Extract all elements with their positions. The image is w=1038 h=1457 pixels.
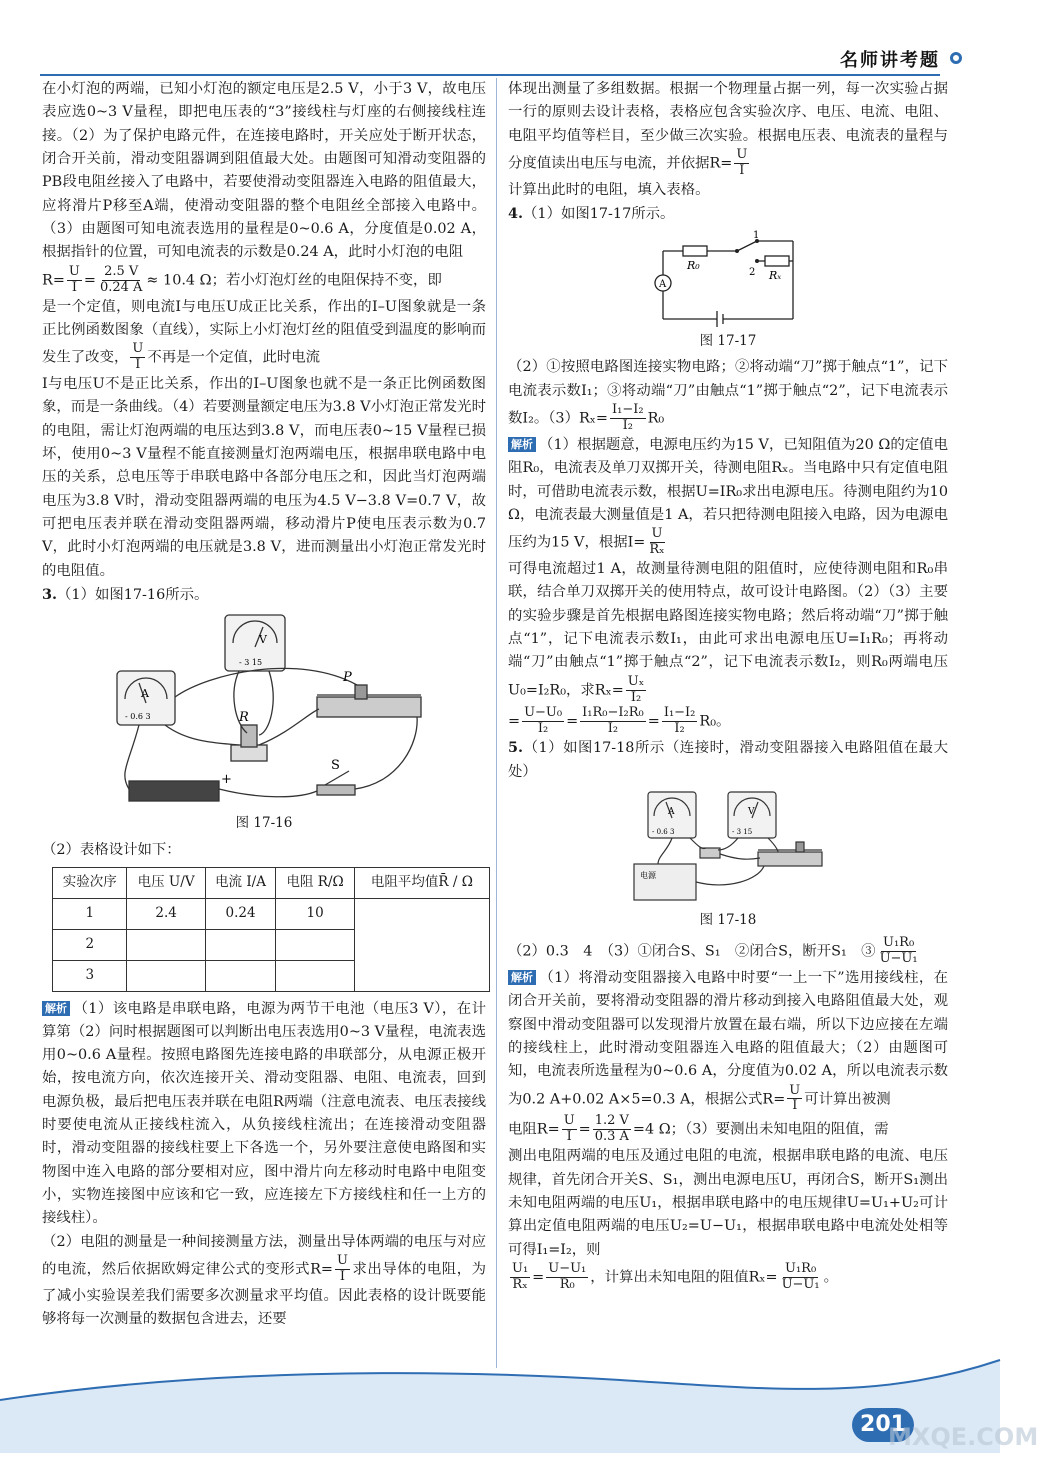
question-5-part-1 <box>508 736 948 784</box>
fraction <box>780 1262 822 1293</box>
text-run: （1）根据题意，电源电压约为15 V，已知阻值为20 Ω的定值电阻R₀，电流表及单刀双掷开关，待测电阻Rₓ。当电路中只有定值电阻时，可借助电流表示数，根据U=IR₀求出电源电压。待测电阻约为10 Ω，电流表最大测量值是1 A，若只把待测电阻接入电路，因为电源电压约为15 V，根据I= <box>508 436 948 551</box>
text-run: 电阻R= <box>508 1121 560 1138</box>
text-run: （1）将滑动变阻器接入电路中时要“一上一下”选用接线柱，在闭合开关前，要将滑动变阻器的滑片移动到接入电路阻值最大处，观察图中滑动变阻器可以发现滑片放置在最右端，所以下边应接在左端的接线柱上，此时滑动变阻器连入电路的阻值最大；（2）由题图可知，电流表所选量程为0~0.6 A，分度值为0.02 A，所以电流表示数为0.2 A+0.02 A×5=0.3 A，根据公式R= <box>508 969 948 1107</box>
text-run: R₀ <box>647 410 665 427</box>
figure-17-17-caption: 图 17-17 <box>699 332 757 349</box>
header-title: 名师讲考题 <box>840 50 940 71</box>
question-5-part-2 <box>508 936 948 967</box>
frac-numerator: U <box>336 1253 348 1269</box>
frac-numerator: I₁−I₂ <box>663 704 696 720</box>
column-divider <box>496 78 497 1368</box>
frac-denominator: I <box>339 1269 346 1285</box>
figure-17-16 <box>99 613 429 811</box>
left-paragraph-3: I与电压U不是正比关系，作出的I–U图象也就不是一条正比例函数图象，而是一条曲线。（4）若要测量额定电压为3.8 V小灯泡正常发光时的电阻，需让灯泡两端的电压达到3.8 V，而电压表0~15 V量程已损坏，使用0~3 V量程不能直接测量灯泡两端电压，根据串联电路中电压的关系，总电压等于串联电路中各部分电压之和，因此当灯泡两端电压为3.8 V时，滑动变阻器两端的电压为4.5 V−3.8 V=0.7 V，故可把电压表并联在滑动变阻器两端，移动滑片P使电压表示数为0.7 V，此时小灯泡两端的电压就是3.8 V，进而测量出小灯泡正常发光时的电阻值。 <box>42 376 486 579</box>
text-run: （1）如图17-17所示。 <box>523 206 675 223</box>
fig18-v-label: V <box>748 807 755 818</box>
left-equation-1 <box>42 265 486 296</box>
header-rule <box>40 74 940 76</box>
table-header-cell: 电阻平均值R̄ / Ω <box>354 867 489 898</box>
frac-numerator: U <box>736 146 748 162</box>
fraction <box>522 706 564 737</box>
frac-denominator: 0.24 A <box>99 279 143 295</box>
fraction-u-over-i <box>130 342 145 373</box>
analysis-tag: 解析 <box>42 1001 70 1016</box>
eq-tail: ≈ 10.4 Ω；若小灯泡灯丝的电阻保持不变，即 <box>146 272 442 289</box>
fraction-u-over-rx <box>647 527 666 558</box>
fraction-rx <box>610 403 646 434</box>
table-cell <box>276 960 355 991</box>
frac-denominator: I <box>135 357 141 373</box>
fraction <box>510 1262 530 1293</box>
question-4-part-2 <box>508 356 948 434</box>
table-cell: 0.24 <box>205 898 276 929</box>
text-run: （2）0.3 4 （3）①闭合S、S₁ ②闭合S，断开S₁ ③ <box>508 943 876 960</box>
table-header-row <box>53 867 490 898</box>
table-cell <box>276 929 355 960</box>
frac-denominator: 0.3 A <box>594 1129 629 1145</box>
table-cell: 3 <box>53 960 127 991</box>
figure-17-18-caption: 图 17-18 <box>699 912 757 929</box>
analysis-5-d: $\frac{\text{U₁}}{\text{Rₓ}}$ = $\frac{\text{U−U₁}}{\text{R₀}}$ ，计算出未知电阻的阻值Rₓ= $\frac{\text{U₁R₀}}{\text{U−U₁}}$ 。 <box>512 1260 838 1292</box>
question-number: 3. <box>42 585 58 603</box>
left-paragraph-1: 在小灯泡的两端，已知小灯泡的额定电压是2.5 V，小于3 V，故电压表应选0~3 V量程，即把电压表的“3”接线柱与灯座的右侧接线柱连接。（2）为了保护电路元件，在连接电路时，开关应处于断开状态，闭合开关前，滑动变阻器调到阻值最大处。由题图可知滑动变阻器的PB段电阻丝接入了电路中，若要使滑动变阻器连入电路的阻值最大，应将滑片P移至A端，使滑动变阻器的整个电阻丝全部接入电路中。（3）由题图可知电流表选用的量程是0~0.6 A，分度值是0.02 A，根据指针的位置，可知电流表的示数是0.24 A，此时小灯泡的电阻 <box>42 81 486 261</box>
frac-denominator: I₂ <box>630 689 642 705</box>
table-cell: 2 <box>53 929 127 960</box>
fraction-rx-result <box>878 936 920 967</box>
analysis-4-b <box>508 558 948 706</box>
analysis-5-b: 电阻R= $\frac{U}{I}$ = $\frac{1.2 V}{0.3 A}$ =4 Ω；（3）要测出未知电阻的阻值，需 <box>508 1113 889 1145</box>
frac-denominator: Rₓ <box>512 1276 528 1292</box>
question-3-part-2: （2）表格设计如下： <box>42 842 181 859</box>
table-cell <box>127 929 205 960</box>
figure-17-16-caption: 图 17-16 <box>235 815 293 832</box>
frac-numerator: U−U₀ <box>524 704 563 720</box>
table-cell <box>354 898 489 991</box>
analysis-3-part-2 <box>42 1231 486 1332</box>
frac-denominator: R₀ <box>559 1276 575 1292</box>
fraction <box>593 1114 631 1145</box>
fig16-p-label: P <box>343 670 352 686</box>
experiment-table <box>52 867 490 992</box>
frac-numerator: 1.2 V <box>594 1113 629 1129</box>
fig17-rx-label: Rₓ <box>769 268 782 282</box>
text-run: 体现出测量了多组数据。根据一个物理量占据一列，每一次实验占据一行的原则去设计表格，表格应包含实验次序、电压、电流、电阻、电阻平均值等栏目，至少做三次实验。根据电压表、电流表的量程与分度值读出电压与电流，并依据R= <box>508 81 948 172</box>
circuit-diagram <box>653 229 803 329</box>
text-run: （1）如图17-16所示。 <box>57 586 209 603</box>
frac-denominator: U−U₁ <box>781 1276 820 1292</box>
fraction-u-over-i <box>734 148 749 179</box>
frac-denominator: I <box>71 279 77 295</box>
fraction-ux-over-i2 <box>626 675 646 706</box>
frac-denominator: I₂ <box>674 720 685 736</box>
table-cell <box>205 929 276 960</box>
table-header-cell: 电流 I/A <box>205 867 276 898</box>
analysis-5 <box>508 967 948 1115</box>
eq-label: R= <box>42 272 65 289</box>
fig18-a-label: A <box>668 807 675 818</box>
fig18-a-scale: - 0.6 3 <box>652 828 675 837</box>
analysis-3-part-1 <box>42 998 486 1231</box>
fraction <box>546 1262 588 1293</box>
frac-numerator: U−U₁ <box>548 1260 587 1276</box>
circuit-photo-illustration <box>99 613 429 811</box>
fraction-values <box>98 265 144 296</box>
frac-denominator: I₂ <box>607 720 619 736</box>
fig16-v-scale: - 3 15 <box>239 658 263 668</box>
table-header-cell: 电压 U/V <box>127 867 205 898</box>
figure-17-18 <box>628 790 828 908</box>
table-cell <box>127 960 205 991</box>
question-number: 4. <box>508 205 524 223</box>
header-circle-icon <box>950 52 962 64</box>
text-run: （1）如图17-18所示（连接时，滑动变阻器接入电路阻值在最大处） <box>508 740 948 780</box>
right-column <box>508 78 948 1293</box>
frac-numerator: U₁R₀ <box>882 935 915 950</box>
text-run: R₀。 <box>699 713 731 730</box>
frac-numerator: U <box>789 1082 801 1098</box>
frac-numerator: U₁R₀ <box>784 1260 817 1276</box>
text-run: =4 Ω；（3）要测出未知电阻的阻值，需 <box>632 1121 889 1138</box>
fig17-switch-2-label: 2 <box>749 266 756 278</box>
page-number: 201 <box>852 1408 914 1442</box>
fraction-u-over-i <box>335 1254 350 1285</box>
analysis-tag: 解析 <box>508 970 536 985</box>
table-header-cell: 电阻 R/Ω <box>276 867 355 898</box>
frac-denominator: Rₓ <box>649 542 665 558</box>
fraction <box>562 1114 577 1145</box>
fig16-r-label: R <box>239 710 249 726</box>
fraction <box>580 706 646 737</box>
fraction-u-over-i <box>787 1084 802 1115</box>
fig16-a-label: A <box>141 687 149 701</box>
frac-numerator: U <box>651 526 663 542</box>
frac-numerator: U₁ <box>512 1260 529 1276</box>
frac-numerator: I₁R₀−I₂R₀ <box>582 704 644 720</box>
table-row <box>53 898 490 929</box>
question-4-part-1 <box>508 202 948 226</box>
frac-denominator: I <box>566 1129 572 1145</box>
fig17-r0-label: R₀ <box>687 258 700 272</box>
watermark: MXQE.COM <box>888 1423 1038 1451</box>
left-paragraph-2 <box>42 296 486 374</box>
eq-sign: = <box>508 713 521 730</box>
frac-numerator: U <box>68 263 80 279</box>
frac-numerator: U <box>563 1113 575 1129</box>
frac-numerator: I₁−I₂ <box>611 402 644 418</box>
text-run: （2）①按照电路图连接实物电路；②将动端“刀”掷于触点“1”，记下电流表示数I₁；③将动端“刀”由触点“1”掷于触点“2”，记下电流表示数I₂。（3）Rₓ= <box>508 359 948 427</box>
text-run: ，计算出未知电阻的阻值Rₓ= <box>590 1269 778 1286</box>
analysis-5-c: 测出电阻两端的电压及通过电阻的电流，根据串联电路的电流、电压规律，首先闭合开关S、S₁，测出电源电压U，再闭合S，断开S₁测出未知电阻两端的电压U₁，根据串联电路中的电压规律U=U₁+U₂可计算出定值电阻两端的电压U₂=U−U₁，根据串联电路中电流处处相等可得I₁=I₂，则 <box>508 1148 948 1258</box>
frac-denominator: U−U₁ <box>879 950 918 966</box>
text-run: 可得电流超过1 A，故测量待测电阻的阻值时，应使待测电阻和R₀串联，结合单刀双掷开关的使用特点，故可设计电路图。（2）（3）主要的实验步骤是首先根据电路图连接实物电路；然后将动端“刀”掷于触点“1”，记下电流表示数I₁，由此可求出电源电压U=I₁R₀；再将动端“刀”由触点“1”掷于触点“2”，记下电流表示数I₂，则R₀两端电压U₀=I₂R₀，求Rₓ= <box>508 561 948 699</box>
fraction <box>662 706 698 737</box>
frac-denominator: I₂ <box>537 720 549 736</box>
text-run: （2）电阻的测量是一种间接测量方法，测量出导体两端的电压与对应的电流，然后依据欧姆定律公式的变形式R= <box>42 1233 486 1278</box>
frac-denominator: I <box>739 162 745 178</box>
fig16-s-label: S <box>331 758 340 774</box>
analysis-4-c: = $\frac{\text{U−U₀}}{\text{I₂}}$ = $\frac{\text{I₁R₀−I₂R₀}}{\text{I₂}}$ = $\frac{\text{I₁−I₂}}{\text{I₂}}$ R₀。 <box>508 704 731 736</box>
fig16-a-scale: - 0.6 3 <box>125 712 151 722</box>
right-paragraph-1b: 计算出此时的电阻，填入表格。 <box>508 181 710 198</box>
left-column <box>42 78 486 1332</box>
fig18-v-scale: - 3 15 <box>732 828 753 837</box>
footer-wave-decoration <box>0 1360 1000 1453</box>
text-run: 可计算出被测 <box>804 1090 891 1107</box>
fig16-plus-label: + <box>221 772 232 788</box>
figure-17-17 <box>653 229 803 329</box>
text-run: （1）该电路是串联电路，电源为两节干电池（电压3 V），在计算第（2）问时根据题图可以判断出电压表选用0~3 V量程，电流表选用0~0.6 A量程。按照电路图先连接电路的串联部分，从电源正极开始，按电流方向，依次连接开关、滑动变阻器、电阻、电流表，回到电源负极，最后把电压表并联在电阻R两端（注意电流表、电压表接线时要使电流从正接线柱流入，从负接线柱流出；在连接滑动变阻器时，滑动变阻器的接线柱要上下各选一个，另外要注意使电路图和实物图中连入电路的部分要相对应，图中滑片向左移动时电路中电阻变小，实物连接图中应该和它一致，应连接左下方接线柱和任一上方的接线柱）。 <box>42 1000 486 1227</box>
question-3-part-1 <box>42 583 486 607</box>
analysis-4 <box>508 434 948 558</box>
fig18-power-label: 电源 <box>640 871 656 881</box>
table-cell: 1 <box>53 898 127 929</box>
frac-numerator: U <box>132 341 144 357</box>
frac-numerator: 2.5 V <box>104 263 139 279</box>
text-run: 。 <box>823 1269 838 1286</box>
text-run: 是一个定值，则电流I与电压U成正比关系，作出的I–U图象就是一条正比例函数图象（直线），实际上小灯泡灯丝的阻值受到温度的影响而发生了改变， <box>42 298 486 366</box>
right-paragraph-1 <box>508 78 948 179</box>
question-number: 5. <box>508 739 524 757</box>
frac-numerator: Uₓ <box>627 673 645 689</box>
frac-denominator: I <box>792 1098 798 1114</box>
frac-denominator: I₂ <box>622 417 633 433</box>
page-header <box>40 40 980 80</box>
table-cell: 10 <box>276 898 355 929</box>
eq-sign: = <box>83 272 96 289</box>
table-cell: 2.4 <box>127 898 205 929</box>
table-cell <box>205 960 276 991</box>
fig16-v-label: V <box>259 633 267 647</box>
fig17-a-label: A <box>659 278 667 290</box>
fraction-u-over-i <box>67 265 82 296</box>
text-run: 求出导体的电阻，为了减小实验误差我们需要多次测量求平均值。因此表格的设计既要能够将每一次测量的数据包含进去，还要 <box>42 1261 486 1328</box>
fig17-switch-1-label: 1 <box>753 229 760 241</box>
analysis-tag: 解析 <box>508 437 536 452</box>
text-run: 不再是一个定值，此时电流 <box>147 349 321 366</box>
table-header-cell: 实验次序 <box>53 867 127 898</box>
circuit-photo-illustration <box>628 790 828 908</box>
